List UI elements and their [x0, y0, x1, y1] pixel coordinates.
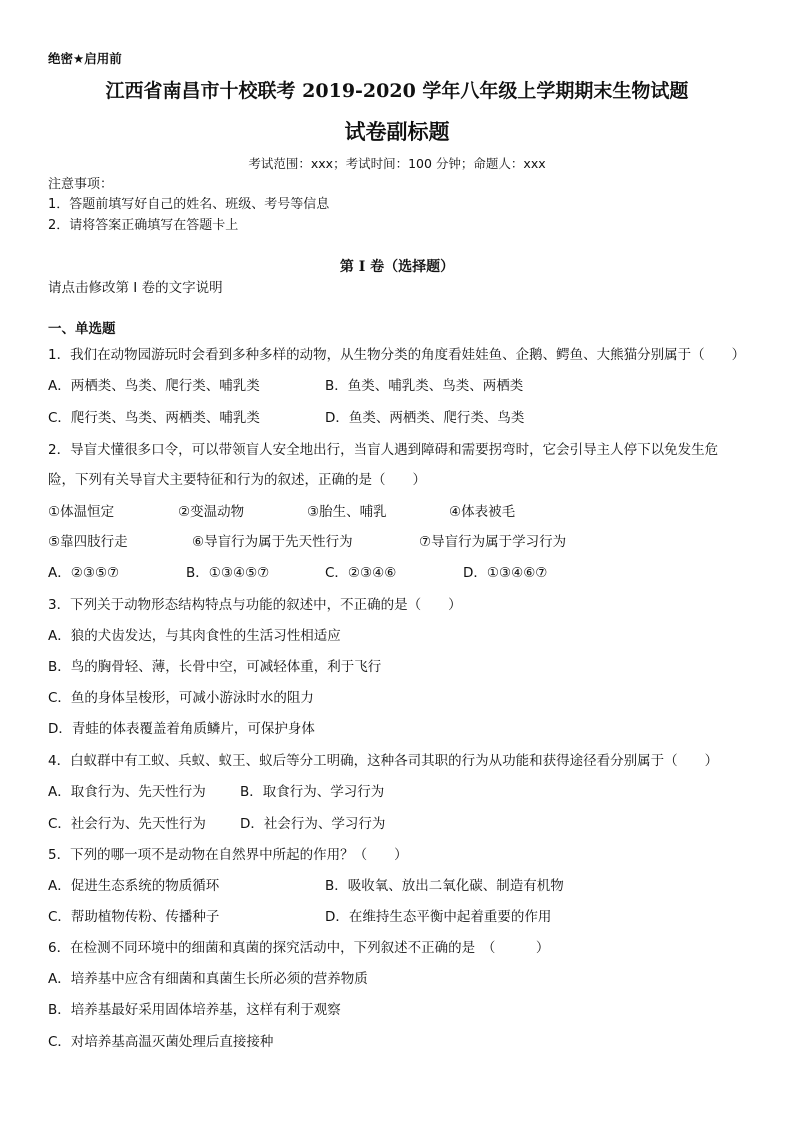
question-stem: 2．导盲犬懂很多口令，可以带领盲人安全地出行，当盲人遇到障碍和需要拐弯时，它会引导主人停下以免发生危	[48, 442, 719, 458]
option-d: D．①③④⑥⑦	[463, 565, 548, 581]
exam-info: 考试范围：xxx；考试时间：100 分钟；命题人：xxx	[248, 156, 546, 171]
statement: ①体温恒定	[48, 504, 115, 520]
notes-heading: 注意事项：	[48, 177, 114, 192]
option-d: D．鱼类、两栖类、爬行类、鸟类	[325, 410, 525, 426]
note-item: 2．请将答案正确填写在答题卡上	[48, 218, 239, 233]
question-stem-continued: 险，下列有关导盲犬主要特征和行为的叙述，正确的是（ ）	[48, 472, 426, 488]
option-b: B．鸟的胸骨轻、薄，长骨中空，可减轻体重，利于飞行	[48, 659, 382, 675]
option-b: B．鱼类、哺乳类、鸟类、两栖类	[325, 378, 524, 394]
option-d: D．青蛙的体表覆盖着角质鳞片，可保护身体	[48, 721, 315, 737]
section-title: 第 I 卷（选择题）	[339, 259, 455, 275]
section-description: 请点击修改第 I 卷的文字说明	[48, 280, 223, 296]
statement: ④体表被毛	[449, 504, 516, 520]
statement: ②变温动物	[178, 504, 245, 520]
option-a: A．两栖类、鸟类、爬行类、哺乳类	[48, 378, 260, 394]
option-a: A．取食行为、先天性行为	[48, 784, 206, 800]
option-c: C．社会行为、先天性行为	[48, 816, 206, 832]
option-a: A．培养基中应含有细菌和真菌生长所必须的营养物质	[48, 971, 368, 987]
statement: ⑥导盲行为属于先天性行为	[192, 534, 353, 550]
question-stem: 3．下列关于动物形态结构特点与功能的叙述中，不正确的是（ ）	[48, 597, 462, 613]
statement: ⑦导盲行为属于学习行为	[419, 534, 567, 550]
question-stem: 5．下列的哪一项不是动物在自然界中所起的作用？（ ）	[48, 847, 408, 863]
question-stem: 4．白蚁群中有工蚁、兵蚁、蚁王、蚁后等分工明确，这种各司其职的行为从功能和获得途径看分别属于（ ）	[48, 753, 719, 769]
option-b: B．培养基最好采用固体培养基，这样有利于观察	[48, 1002, 341, 1018]
option-c: C．对培养基高温灭菌处理后直接接种	[48, 1034, 274, 1050]
option-c: C．鱼的身体呈梭形，可减小游泳时水的阻力	[48, 690, 314, 706]
option-b: B．吸收氧、放出二氧化碳、制造有机物	[325, 878, 564, 894]
option-a: A．促进生态系统的物质循环	[48, 878, 220, 894]
confidential-label: 绝密★启用前	[48, 51, 122, 66]
option-d: D．社会行为、学习行为	[240, 816, 386, 832]
option-c: C．②③④⑥	[325, 565, 397, 581]
statement: ③胎生、哺乳	[307, 504, 387, 520]
option-b: B．取食行为、学习行为	[240, 784, 385, 800]
option-c: C．帮助植物传粉、传播种子	[48, 909, 220, 925]
option-a: A．狼的犬齿发达，与其肉食性的生活习性相适应	[48, 628, 341, 644]
option-d: D．在维持生态平衡中起着重要的作用	[325, 909, 552, 925]
statement: ⑤靠四肢行走	[48, 534, 128, 550]
part-heading: 一、单选题	[48, 321, 116, 337]
option-c: C．爬行类、鸟类、两栖类、哺乳类	[48, 410, 260, 426]
option-b: B．①③④⑤⑦	[186, 565, 270, 581]
exam-title: 江西省南昌市十校联考 2019-2020 学年八年级上学期期末生物试题	[105, 80, 689, 102]
option-a: A．②③⑤⑦	[48, 565, 120, 581]
exam-subtitle: 试卷副标题	[344, 119, 450, 144]
question-stem: 1．我们在动物园游玩时会看到多种多样的动物，从生物分类的角度看娃娃鱼、企鹅、鳄鱼、大熊猫分别属于（ ）	[48, 347, 746, 363]
question-stem: 6．在检测不同环境中的细菌和真菌的探究活动中，下列叙述不正确的是 （ ）	[48, 940, 550, 956]
note-item: 1．答题前填写好自己的姓名、班级、考号等信息	[48, 197, 330, 212]
